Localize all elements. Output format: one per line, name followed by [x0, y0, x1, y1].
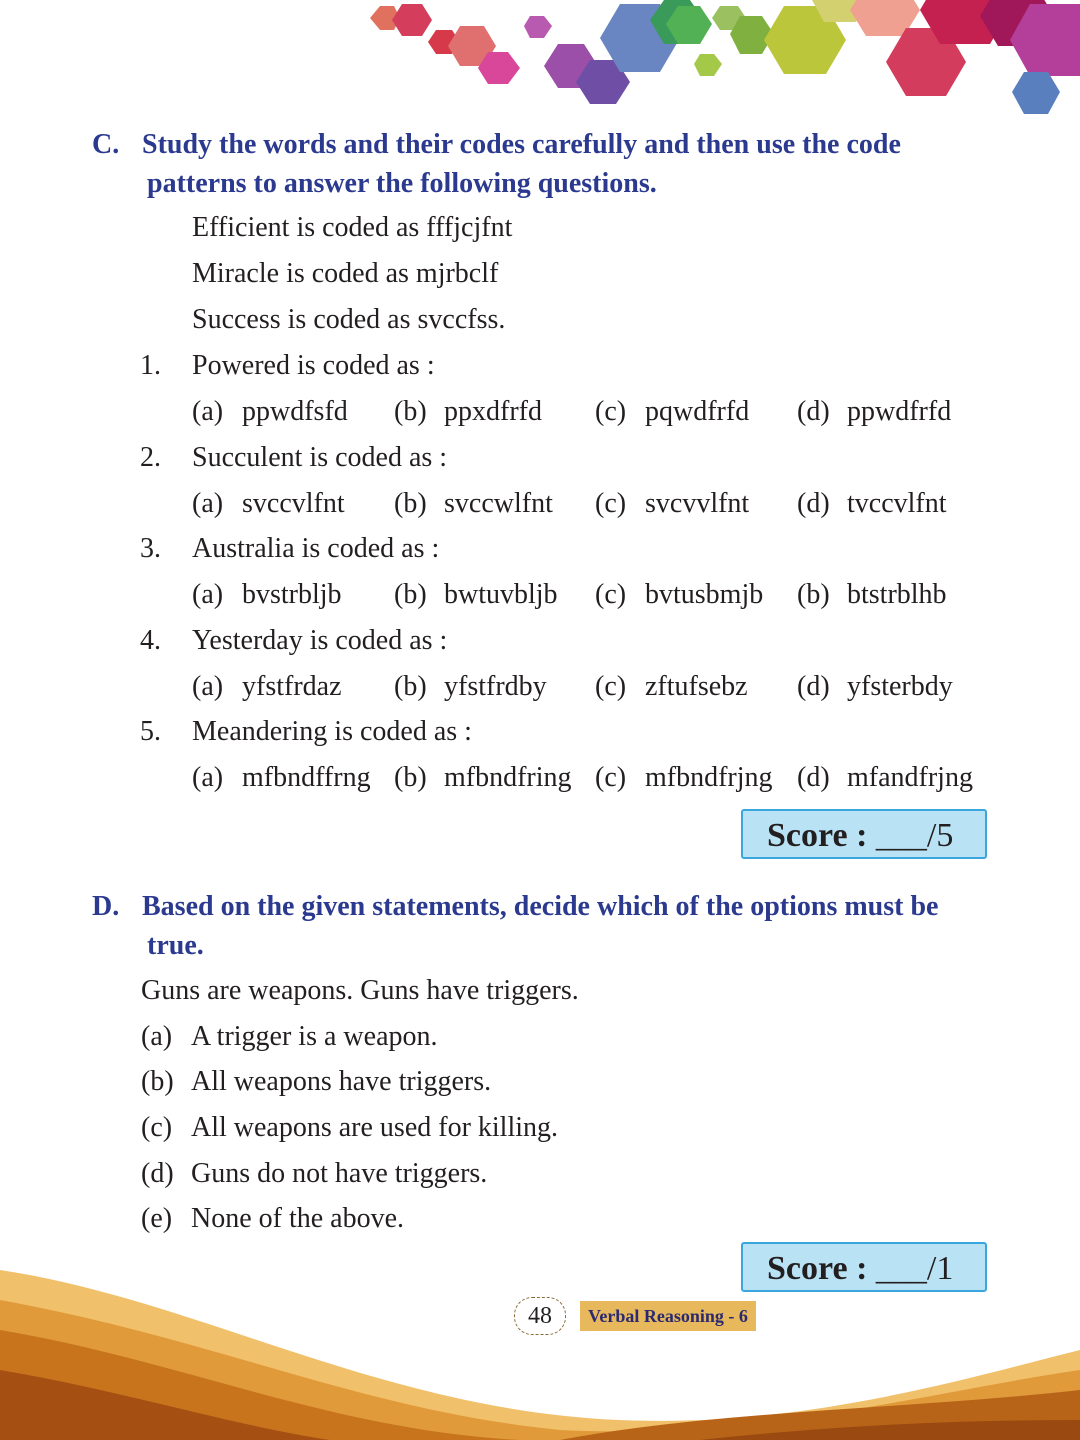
section-c-title-line2: patterns to answer the following questions.	[147, 168, 657, 199]
option-text: ppwdfsfd	[242, 396, 348, 427]
option-text: mfbndfrjng	[645, 762, 773, 793]
option[interactable]	[394, 395, 542, 429]
question-number: 1.	[140, 350, 161, 381]
option-label: (d)	[797, 488, 830, 519]
option-text: bvstrbljb	[242, 579, 342, 610]
option-label: (d)	[141, 1158, 174, 1189]
score-box-d[interactable]	[741, 1242, 987, 1292]
option-text: Guns do not have triggers.	[191, 1158, 488, 1189]
option-label: (c)	[595, 396, 627, 427]
question-text: Powered is coded as :	[192, 350, 435, 381]
option-text: yfstfrdaz	[242, 671, 342, 702]
option-label: (c)	[595, 579, 627, 610]
question-text: Succulent is coded as :	[192, 442, 448, 473]
option-text: All weapons are used for killing.	[191, 1112, 559, 1143]
example-3: Success is coded as svccfss.	[192, 304, 506, 335]
option-label: (b)	[394, 396, 427, 427]
hexagon-decoration	[0, 0, 1080, 130]
option-label: (d)	[797, 396, 830, 427]
option-text: btstrblhb	[847, 579, 947, 610]
book-title-badge: Verbal Reasoning - 6	[580, 1301, 756, 1331]
option-label: (b)	[394, 671, 427, 702]
option-text: svccvlfnt	[242, 488, 345, 519]
option[interactable]	[595, 395, 749, 429]
score-box-c[interactable]	[741, 809, 987, 859]
option-label: (b)	[394, 579, 427, 610]
option-text: mfandfrjng	[847, 762, 973, 793]
option[interactable]	[595, 578, 763, 612]
section-c-letter: C.	[92, 129, 120, 160]
question-text: Meandering is coded as :	[192, 716, 472, 747]
option[interactable]	[192, 395, 348, 429]
option[interactable]	[141, 1202, 404, 1236]
section-d-title-line2: true.	[147, 930, 204, 961]
question-text: Yesterday is coded as :	[192, 625, 448, 656]
option-text: ppwdfrfd	[847, 396, 952, 427]
option-text: bvtusbmjb	[645, 579, 764, 610]
option[interactable]	[797, 487, 947, 521]
option-label: (a)	[192, 671, 224, 702]
option-text: svcvvlfnt	[645, 488, 750, 519]
option-label: (d)	[797, 762, 830, 793]
question-number: 2.	[140, 442, 161, 473]
option[interactable]	[141, 1065, 491, 1099]
score-value: ___/1	[875, 1250, 954, 1287]
option[interactable]	[192, 670, 342, 704]
page-number: 48	[514, 1297, 566, 1335]
option-label: (b)	[394, 488, 427, 519]
option[interactable]	[394, 487, 553, 521]
option[interactable]	[192, 487, 345, 521]
option-text: tvccvlfnt	[847, 488, 947, 519]
question-number: 4.	[140, 625, 161, 656]
option-label: (c)	[595, 671, 627, 702]
section-d-title-line1: Based on the given statements, decide which of the options must be	[142, 891, 939, 922]
option-label: (c)	[141, 1112, 173, 1143]
option[interactable]	[595, 670, 748, 704]
option-label: (a)	[192, 762, 224, 793]
statement: Guns are weapons. Guns have triggers.	[141, 975, 579, 1006]
section-d-heading	[92, 887, 992, 965]
question-number: 5.	[140, 716, 161, 747]
option[interactable]	[192, 761, 371, 795]
option-label: (c)	[595, 762, 627, 793]
option-label: (c)	[595, 488, 627, 519]
option-text: bwtuvbljb	[444, 579, 558, 610]
option[interactable]	[797, 395, 951, 429]
option-label: (b)	[797, 579, 830, 610]
option[interactable]	[394, 670, 547, 704]
option[interactable]	[141, 1111, 558, 1145]
option-text: None of the above.	[191, 1203, 405, 1234]
option-text: A trigger is a weapon.	[191, 1021, 438, 1052]
option-label: (b)	[394, 762, 427, 793]
option[interactable]	[797, 670, 953, 704]
option[interactable]	[595, 761, 773, 795]
option[interactable]	[797, 761, 973, 795]
score-label: Score :	[767, 1250, 868, 1287]
option-text: mfbndfring	[444, 762, 572, 793]
option[interactable]	[141, 1020, 438, 1054]
option-text: ppxdfrfd	[444, 396, 542, 427]
option-text: zftufsebz	[645, 671, 748, 702]
option-text: pqwdfrfd	[645, 396, 750, 427]
option-label: (a)	[192, 396, 224, 427]
option[interactable]	[394, 761, 572, 795]
option[interactable]	[394, 578, 558, 612]
option-text: yfsterbdy	[847, 671, 953, 702]
score-label: Score :	[767, 817, 868, 854]
option[interactable]	[595, 487, 749, 521]
question-number: 3.	[140, 533, 161, 564]
question-text: Australia is coded as :	[192, 533, 440, 564]
option[interactable]	[141, 1157, 487, 1191]
score-value: ___/5	[875, 817, 954, 854]
section-c-title-line1: Study the words and their codes carefully and then use the code	[142, 129, 901, 160]
option[interactable]	[192, 578, 342, 612]
example-2: Miracle is coded as mjrbclf	[192, 258, 499, 289]
section-d-letter: D.	[92, 891, 120, 922]
section-c-heading	[92, 125, 992, 203]
option-label: (a)	[192, 579, 224, 610]
option-text: mfbndffrng	[242, 762, 371, 793]
option-label: (a)	[141, 1021, 173, 1052]
option-text: yfstfrdby	[444, 671, 547, 702]
option-text: All weapons have triggers.	[191, 1066, 492, 1097]
option-label: (d)	[797, 671, 830, 702]
option-label: (b)	[141, 1066, 174, 1097]
option-label: (a)	[192, 488, 224, 519]
example-1: Efficient is coded as fffjcjfnt	[192, 212, 513, 243]
option[interactable]	[797, 578, 947, 612]
option-text: svccwlfnt	[444, 488, 553, 519]
option-label: (e)	[141, 1203, 173, 1234]
